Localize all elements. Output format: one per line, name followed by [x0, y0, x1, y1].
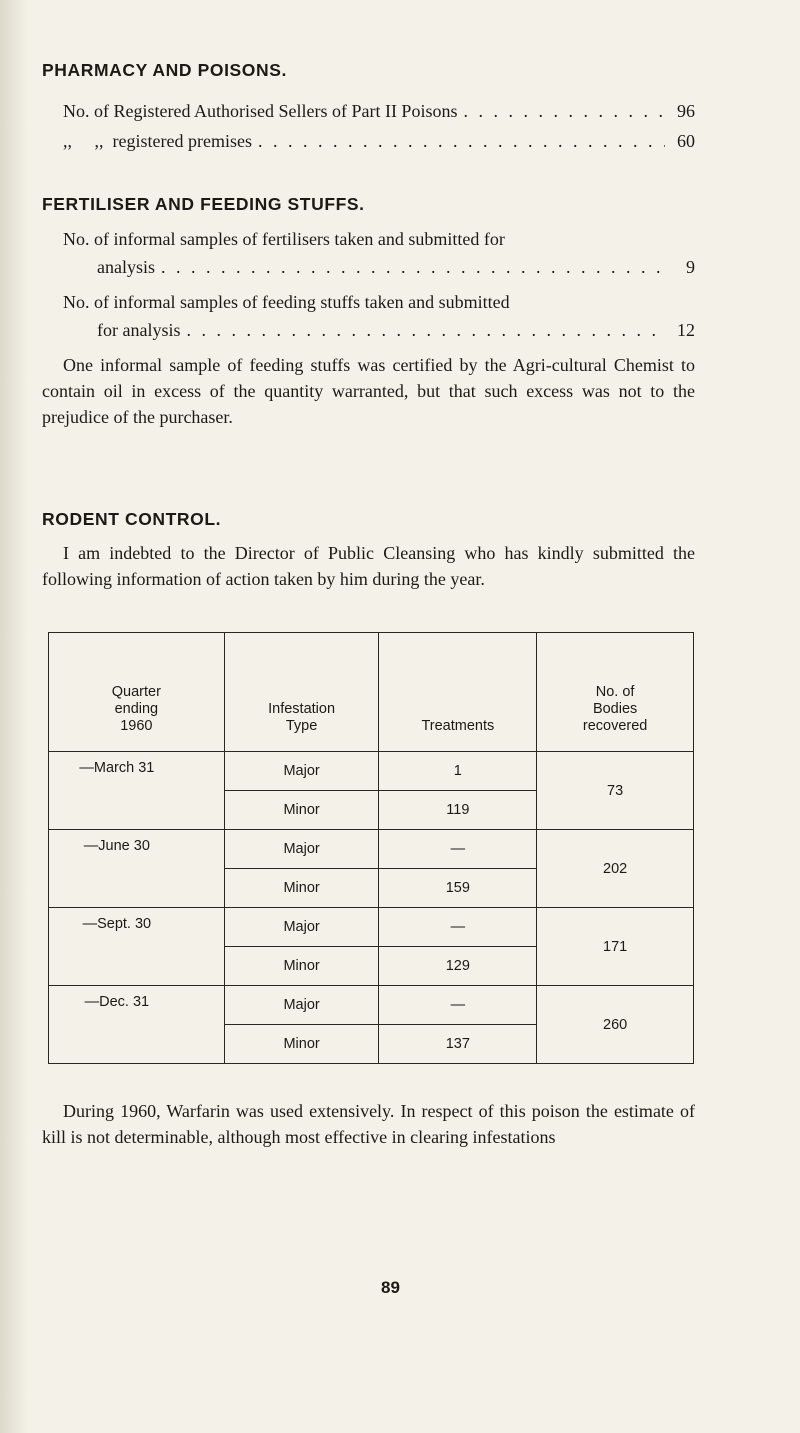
treatments-cell: 129 [379, 947, 537, 986]
type-cell: Minor [224, 869, 379, 908]
quarter-header-line: 1960 [120, 718, 153, 734]
feeding-samples-line [63, 290, 695, 314]
sellers-line [63, 99, 695, 123]
fertiliser-samples-line [63, 227, 695, 251]
leader-dots [161, 255, 665, 279]
bodies-cell: 202 [537, 830, 694, 908]
type-cell: Major [224, 986, 379, 1025]
quarter-cell: —June 30 [49, 830, 225, 908]
bodies-cell: 73 [537, 752, 694, 830]
table-row [49, 830, 694, 869]
certification-paragraph: One informal sample of feeding stuffs was certified by the Agri-cultural Chemist to contain oil in excess of the quantity warranted, but that such excess was not to the prejudice of the purchaser. [42, 355, 695, 427]
fertiliser-samples-value: 9 [686, 257, 695, 277]
table-row [49, 752, 694, 791]
treatments-cell: — [379, 986, 537, 1025]
treatments-cell: — [379, 908, 537, 947]
sellers-label: No. of Registered Authorised Sellers of Part II Poisons [63, 101, 458, 121]
pharmacy-heading: PHARMACY AND POISONS. [42, 60, 287, 80]
bodies-header-line: Bodies [592, 701, 638, 717]
leader-dots [258, 129, 665, 153]
table-header-row [49, 633, 694, 752]
feeding-samples-label: No. of informal samples of feeding stuffs taken and submitted [63, 292, 510, 312]
table-row [49, 908, 694, 947]
quarter-header-line: Quarter [111, 684, 161, 700]
treatments-cell: 159 [379, 869, 537, 908]
type-cell: Minor [224, 791, 379, 830]
premises-line [63, 129, 695, 153]
feeding-samples-cont [97, 318, 695, 342]
type-cell: Major [224, 830, 379, 869]
type-header-line: Infestation [268, 701, 336, 717]
treatments-cell: 1 [379, 752, 537, 791]
feeding-samples-value: 12 [677, 320, 695, 340]
warfarin-paragraph: During 1960, Warfarin was used extensively. In respect of this poison the estimate of kill is not determinable, although most effective in clearing infestations [42, 1101, 695, 1147]
leader-dots [463, 99, 665, 123]
premises-value: 60 [677, 131, 695, 151]
rodent-control-table [48, 632, 694, 1064]
infestation-type-header [224, 633, 379, 752]
quarter-cell: —Sept. 30 [49, 908, 225, 986]
bodies-header [537, 633, 694, 752]
rodent-intro-paragraph: I am indebted to the Director of Public Cleansing who has kindly submitted the following information of action taken by him during the year. [42, 543, 695, 589]
table-row [49, 986, 694, 1025]
quarter-header-line: ending [114, 701, 159, 717]
type-cell: Major [224, 908, 379, 947]
rodent-heading: RODENT CONTROL. [42, 509, 222, 529]
treatments-cell: 137 [379, 1025, 537, 1064]
bodies-cell: 260 [537, 986, 694, 1064]
feeding-samples-cont-label: for analysis [97, 320, 181, 340]
quarter-header [49, 633, 225, 752]
treatments-header: Treatments [379, 633, 537, 752]
type-cell: Minor [224, 1025, 379, 1064]
treatments-cell: 119 [379, 791, 537, 830]
type-cell: Minor [224, 947, 379, 986]
page-number: 89 [381, 1278, 400, 1297]
type-cell: Major [224, 752, 379, 791]
bodies-cell: 171 [537, 908, 694, 986]
quarter-cell: —March 31 [49, 752, 225, 830]
fertiliser-samples-cont [97, 255, 695, 279]
premises-label: ,, ,, registered premises [63, 131, 252, 151]
treatments-cell: — [379, 830, 537, 869]
fertiliser-samples-label: No. of informal samples of fertilisers taken and submitted for [63, 229, 505, 249]
sellers-value: 96 [677, 101, 695, 121]
leader-dots [186, 318, 665, 342]
fertiliser-samples-cont-label: analysis [97, 257, 155, 277]
fertiliser-heading: FERTILISER AND FEEDING STUFFS. [42, 194, 365, 214]
type-header-line: Type [285, 718, 318, 734]
quarter-cell: —Dec. 31 [49, 986, 225, 1064]
bodies-header-line: recovered [582, 718, 648, 734]
page-edge-shadow [0, 0, 28, 1433]
bodies-header-line: No. of [595, 684, 635, 700]
